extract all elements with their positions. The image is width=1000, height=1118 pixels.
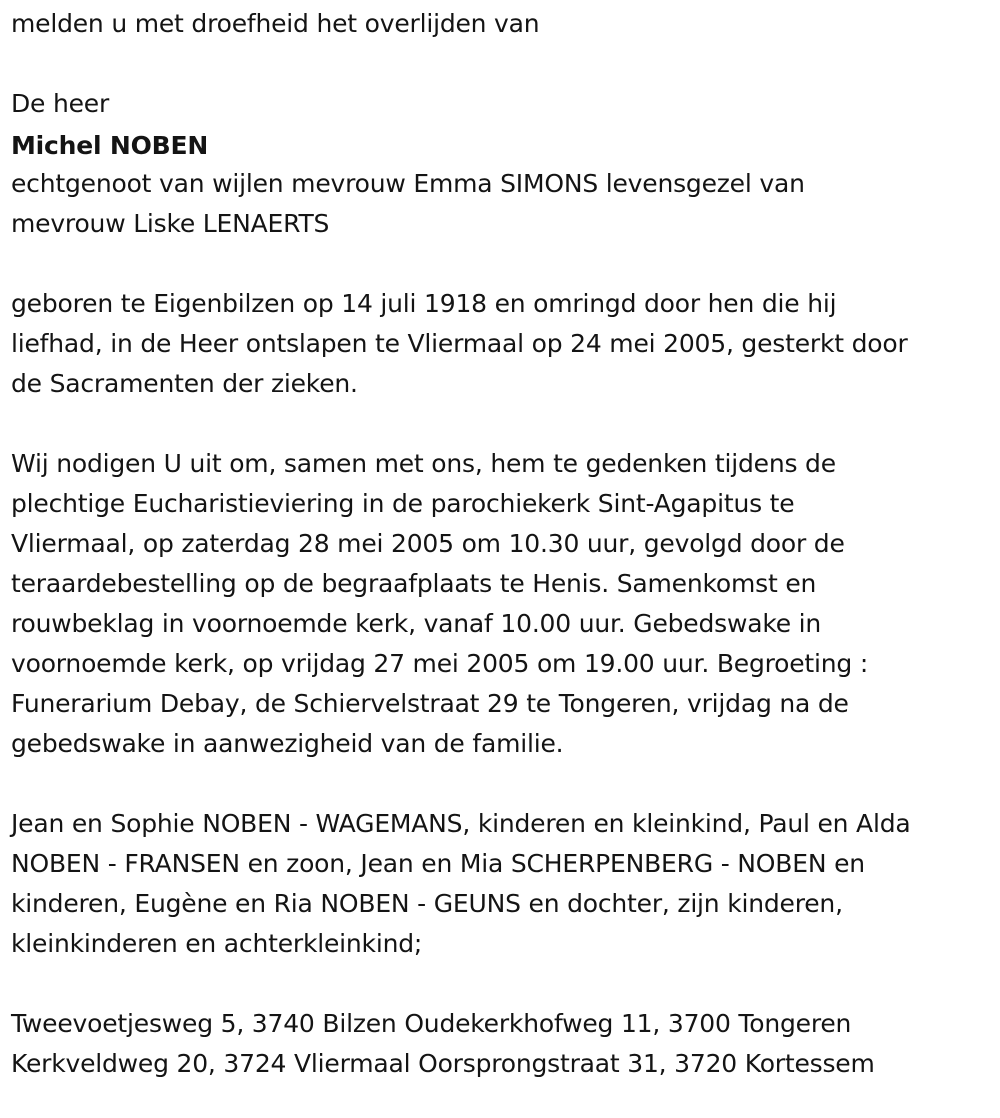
paragraph-line: Vliermaal, op zaterdag 28 mei 2005 om 10.30 uur, gevolgd door de — [11, 529, 845, 558]
paragraph-line: Jean en Sophie NOBEN - WAGEMANS, kinderen en kleinkind, Paul en Alda — [11, 809, 911, 838]
paragraph-line: kinderen, Eugène en Ria NOBEN - GEUNS en dochter, zijn kinderen, — [11, 889, 843, 918]
paragraph-line: de Sacramenten der zieken. — [11, 369, 358, 398]
family-paragraph — [11, 804, 996, 964]
spacer — [11, 764, 996, 804]
paragraph-line: geboren te Eigenbilzen op 14 juli 1918 en omringd door hen die hij — [11, 289, 837, 318]
paragraph-line: plechtige Eucharistieviering in de parochiekerk Sint-Agapitus te — [11, 489, 795, 518]
address-line: Kerkveldweg 20, 3724 Vliermaal Oorsprongstraat 31, 3720 Kortessem — [11, 1049, 875, 1078]
spouse-line: mevrouw Liske LENAERTS — [11, 209, 330, 238]
paragraph-line: NOBEN - FRANSEN en zoon, Jean en Mia SCHERPENBERG - NOBEN en — [11, 849, 865, 878]
birth-death-paragraph — [11, 284, 996, 404]
paragraph-line: Funerarium Debay, de Schiervelstraat 29 te Tongeren, vrijdag na de — [11, 689, 849, 718]
spacer — [11, 44, 996, 84]
death-notice — [11, 4, 996, 1084]
spacer — [11, 964, 996, 1004]
deceased-name: Michel NOBEN — [11, 131, 209, 160]
spacer — [11, 404, 996, 444]
spacer — [11, 244, 996, 284]
paragraph-line: voornoemde kerk, op vrijdag 27 mei 2005 om 19.00 uur. Begroeting : — [11, 649, 869, 678]
spouse-line: echtgenoot van wijlen mevrouw Emma SIMONS levensgezel van — [11, 169, 805, 198]
ceremony-paragraph — [11, 444, 996, 764]
paragraph-line: Wij nodigen U uit om, samen met ons, hem te gedenken tijdens de — [11, 449, 836, 478]
title-prefix: De heer — [11, 89, 110, 118]
paragraph-line: teraardebestelling op de begraafplaats te Henis. Samenkomst en — [11, 569, 817, 598]
paragraph-line: liefhad, in de Heer ontslapen te Vliermaal op 24 mei 2005, gesterkt door — [11, 329, 908, 358]
paragraph-line: kleinkinderen en achterkleinkind; — [11, 929, 423, 958]
paragraph-line: rouwbeklag in voornoemde kerk, vanaf 10.00 uur. Gebedswake in — [11, 609, 822, 638]
addresses — [11, 1004, 996, 1084]
address-line: Tweevoetjesweg 5, 3740 Bilzen Oudekerkhofweg 11, 3700 Tongeren — [11, 1009, 852, 1038]
paragraph-line: gebedswake in aanwezigheid van de familie. — [11, 729, 564, 758]
intro-line: melden u met droefheid het overlijden van — [11, 9, 540, 38]
